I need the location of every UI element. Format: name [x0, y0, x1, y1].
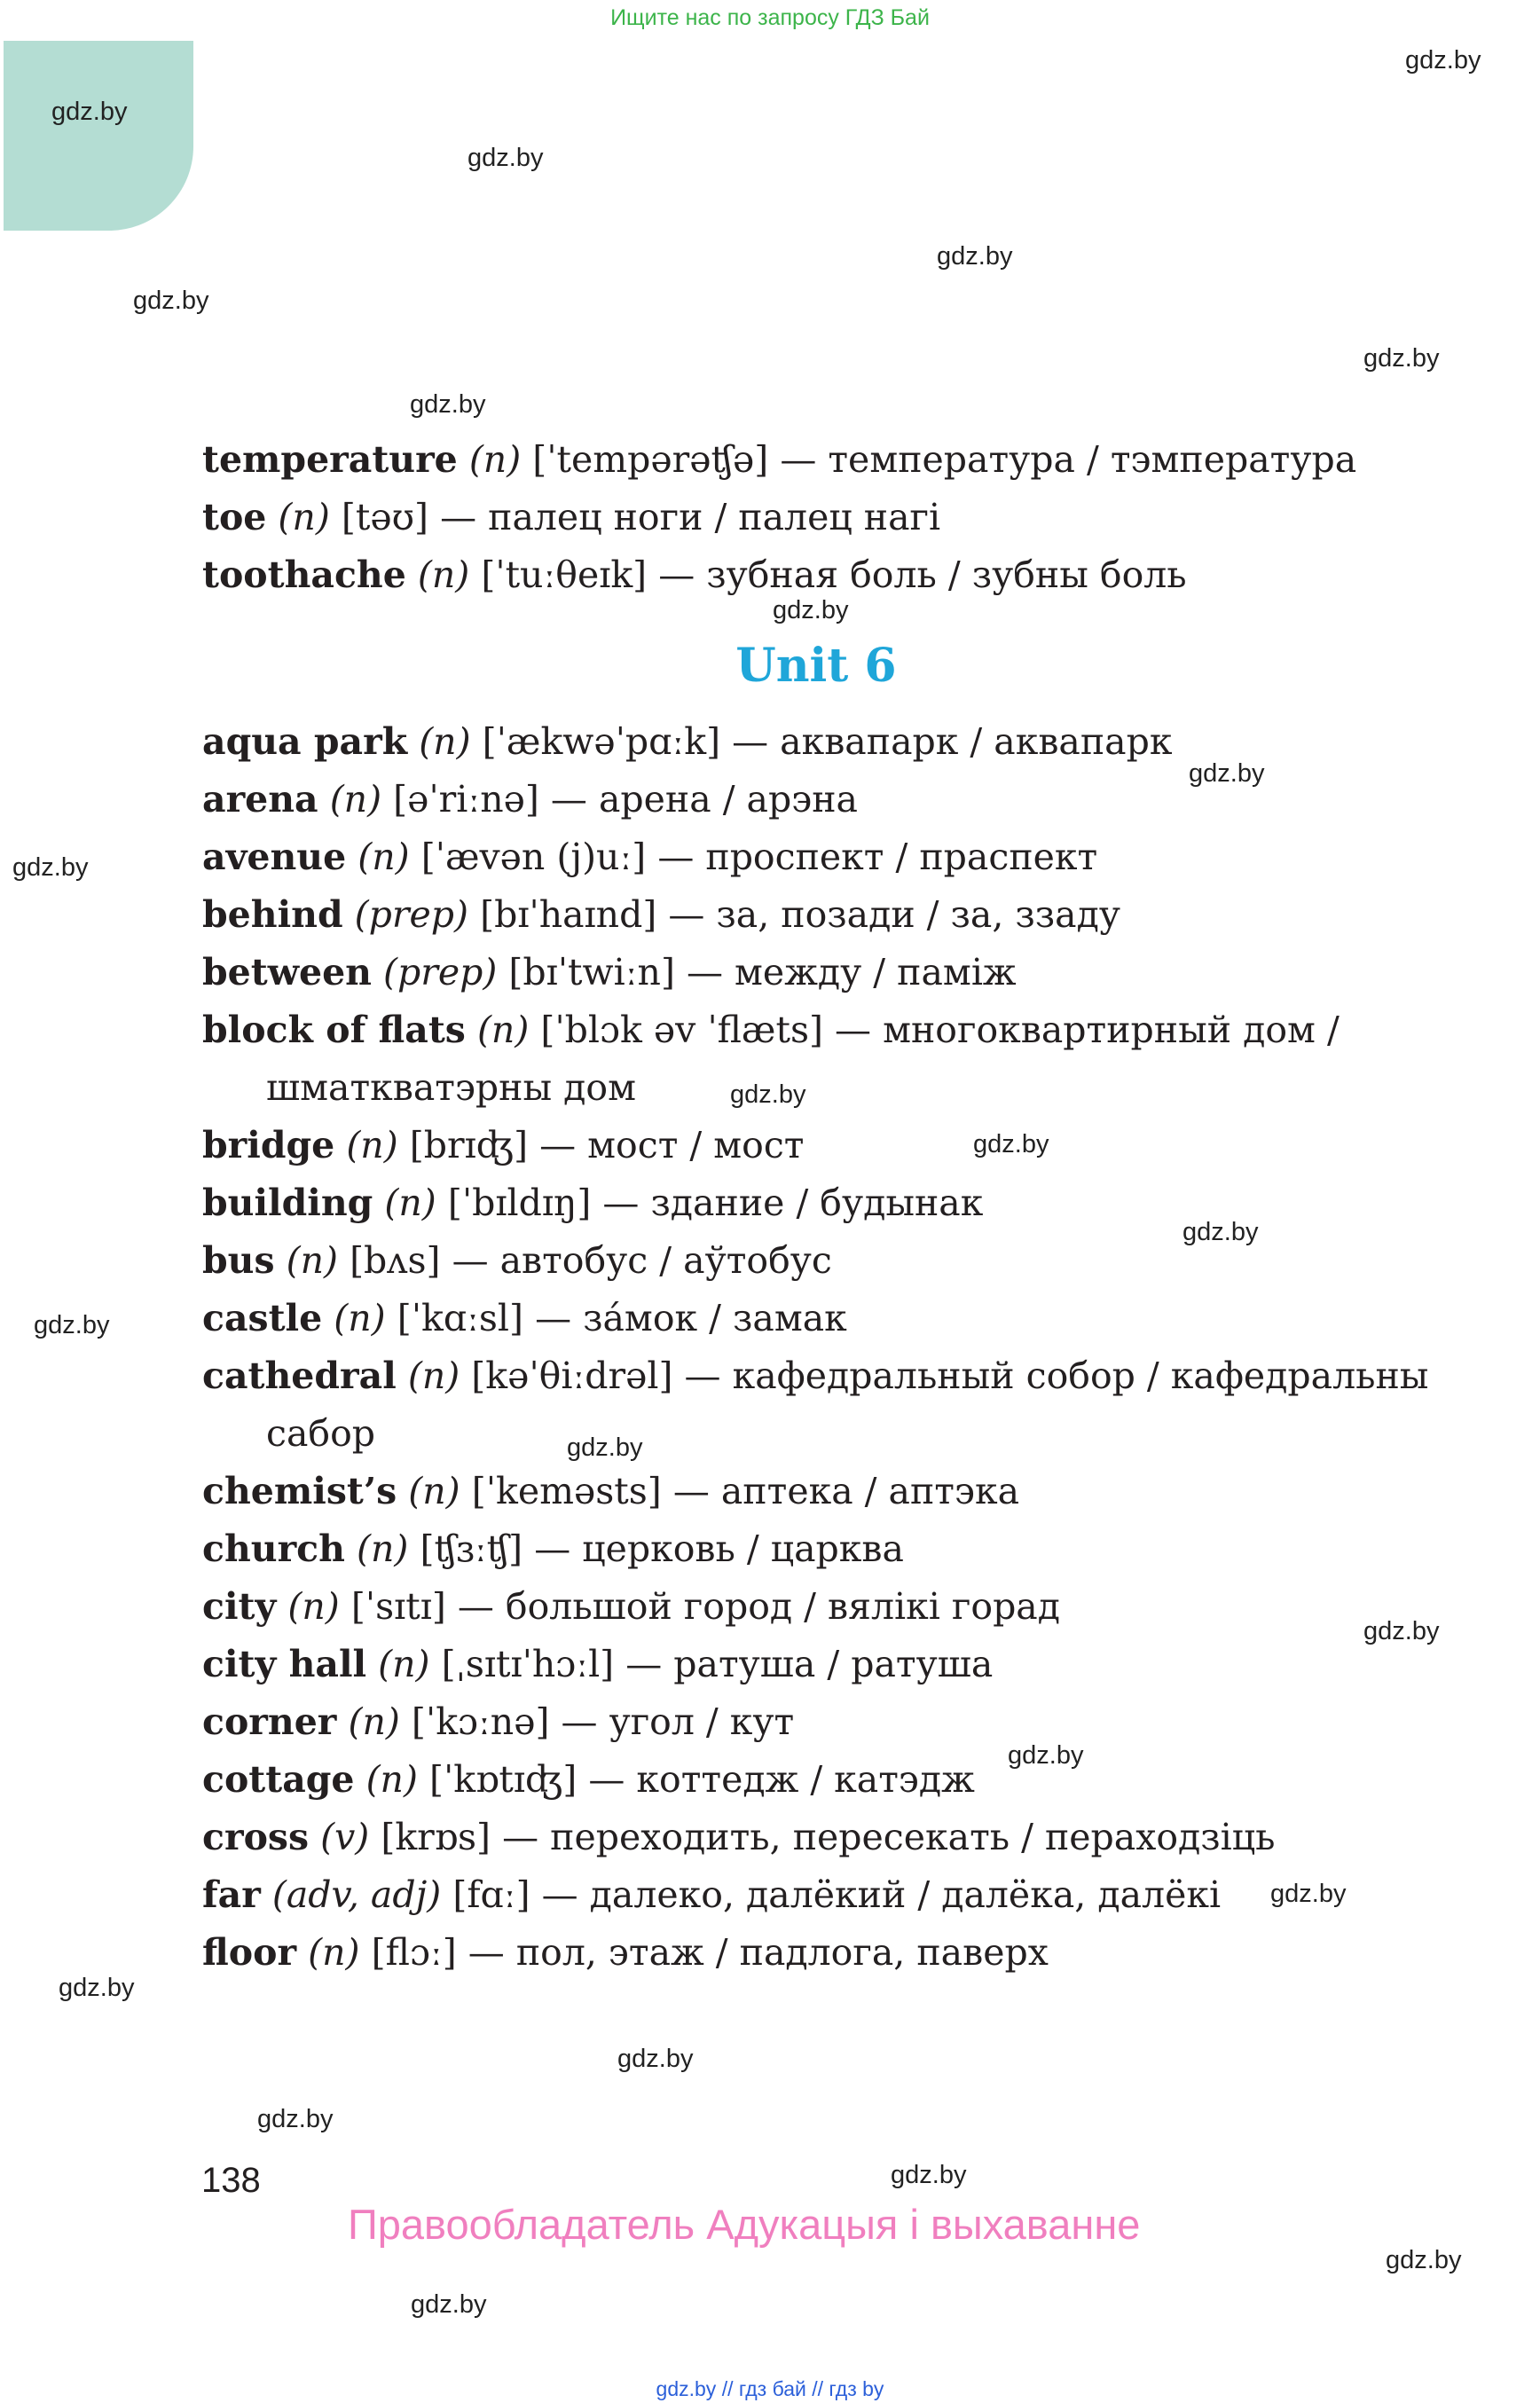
- vocab-entry: church (n) [ʧɜːʧ] — церковь / царква: [202, 1527, 904, 1570]
- top-banner[interactable]: Ищите нас по запросу ГДЗ Бай: [610, 5, 930, 30]
- vocab-entry: cottage (n) [ˈkɒtɪʤ] — коттедж / катэдж: [202, 1758, 975, 1801]
- bottom-links[interactable]: gdz.by // гдз бай // гдз by: [656, 2377, 884, 2400]
- watermark: gdz.by: [1008, 1741, 1084, 1770]
- vocab-entry: aqua park (n) [ˈækwəˈpɑːk] — аквапарк / аквапарк: [202, 720, 1173, 763]
- vocab-entry: toe (n) [təʊ] — палец ноги / палец нагі: [202, 496, 941, 538]
- vocab-entry: toothache (n) [ˈtuːθeɪk] — зубная боль / зубны боль: [202, 554, 1187, 596]
- watermark: gdz.by: [1386, 2246, 1462, 2274]
- vocab-entry: city hall (n) [ˌsɪtɪˈhɔːl] — ратуша / ратуша: [202, 1643, 994, 1685]
- corner-tab: [4, 41, 193, 231]
- vocab-entry: between (prep) [bɪˈtwiːn] — между / паміж: [202, 951, 1017, 993]
- watermark: gdz.by: [59, 1974, 135, 2002]
- vocab-entry: behind (prep) [bɪˈhaɪnd] — за, позади / за, ззаду: [202, 893, 1120, 936]
- watermark: gdz.by: [34, 1311, 110, 1339]
- vocab-entry: chemist’s (n) [ˈkeməsts] — аптека / аптэка: [202, 1470, 1020, 1512]
- watermark: gdz.by: [1189, 759, 1265, 788]
- vocab-entry: temperature (n) [ˈtempərəʧə] — температура / тэмпература: [202, 438, 1357, 481]
- page-number: 138: [201, 2161, 261, 2200]
- watermark: gdz.by: [973, 1130, 1049, 1158]
- vocab-entry-continuation: сабор: [266, 1412, 376, 1455]
- watermark: gdz.by: [1363, 344, 1440, 373]
- vocab-entry: cathedral (n) [kəˈθiːdrəl] — кафедральный собор / кафедральны: [202, 1355, 1429, 1397]
- vocab-entry: avenue (n) [ˈævən (j)uː] — проспект / праспект: [202, 836, 1098, 878]
- copyright-notice: Правообладатель Адукацыя і выхаванне: [348, 2201, 1141, 2248]
- vocab-entry: floor (n) [flɔː] — пол, этаж / падлога, паверх: [202, 1931, 1049, 1974]
- watermark: gdz.by: [891, 2161, 967, 2189]
- vocab-entry-continuation: шматкватэрны дом: [266, 1066, 636, 1109]
- watermark: gdz.by: [1270, 1880, 1347, 1908]
- vocab-entry: bridge (n) [brɪʤ] — мост / мост: [202, 1124, 805, 1166]
- watermark: gdz.by: [133, 287, 209, 315]
- unit-heading: Unit 6: [735, 639, 897, 693]
- vocab-entry: cross (v) [krɒs] — переходить, пересекать / пераходзіць: [202, 1816, 1276, 1858]
- vocab-entry: corner (n) [ˈkɔːnə] — угол / кут: [202, 1700, 795, 1743]
- watermark: gdz.by: [617, 2045, 694, 2073]
- vocab-entry: castle (n) [ˈkɑːsl] — за́мок / замак: [202, 1297, 847, 1339]
- watermark: gdz.by: [411, 2290, 487, 2319]
- vocab-entry: city (n) [ˈsɪtɪ] — большой город / вялікі горад: [202, 1585, 1060, 1628]
- watermark: gdz.by: [257, 2105, 334, 2133]
- watermark: gdz.by: [773, 596, 849, 624]
- watermark: gdz.by: [1363, 1617, 1440, 1645]
- watermark: gdz.by: [51, 98, 128, 126]
- vocab-entry: far (adv, adj) [fɑː] — далеко, далёкий / далёка, далёкі: [202, 1873, 1222, 1916]
- vocab-entry: building (n) [ˈbɪldɪŋ] — здание / будынак: [202, 1182, 984, 1224]
- watermark: gdz.by: [12, 853, 89, 882]
- vocab-entry: bus (n) [bʌs] — автобус / аўтобус: [202, 1239, 832, 1282]
- watermark: gdz.by: [567, 1433, 643, 1462]
- watermark: gdz.by: [468, 144, 544, 172]
- watermark: gdz.by: [937, 242, 1013, 271]
- vocab-entry: arena (n) [əˈriːnə] — арена / арэна: [202, 778, 858, 821]
- watermark: gdz.by: [1405, 46, 1481, 75]
- watermark: gdz.by: [1182, 1218, 1259, 1246]
- watermark: gdz.by: [730, 1080, 806, 1109]
- watermark: gdz.by: [410, 390, 486, 419]
- vocab-entry: block of flats (n) [ˈblɔk əv ˈflæts] — многоквартирный дом /: [202, 1009, 1340, 1051]
